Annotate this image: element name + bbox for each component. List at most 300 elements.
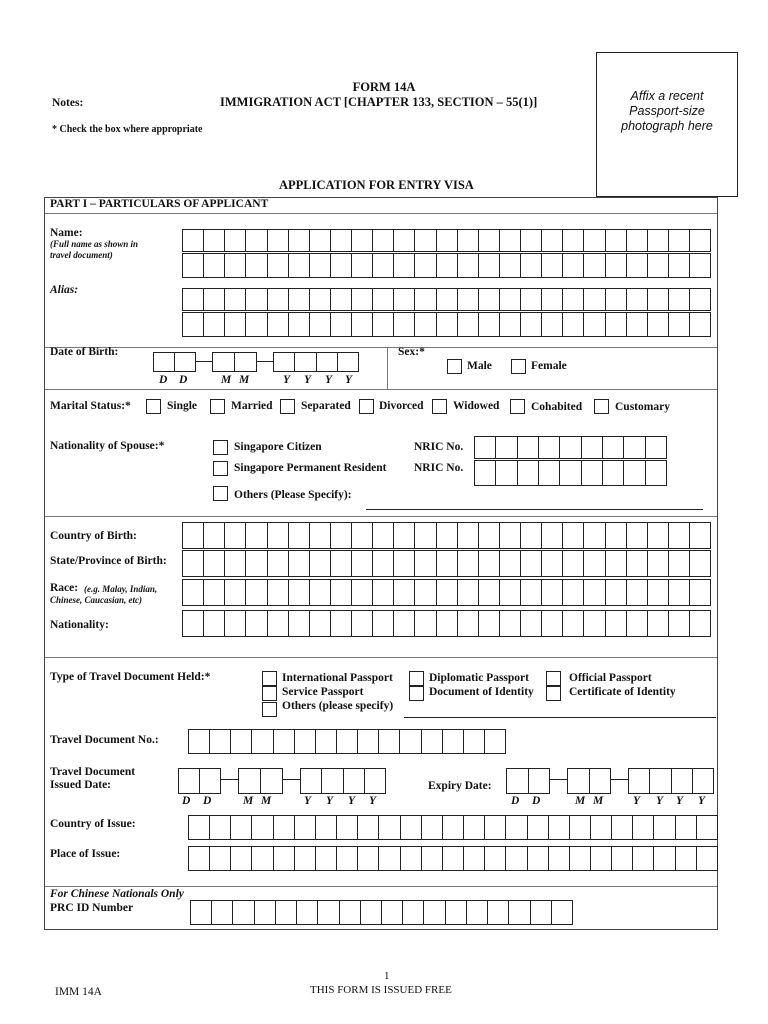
diplomatic-passport-checkbox[interactable] <box>409 671 424 686</box>
char-cell[interactable] <box>246 580 267 605</box>
char-cell[interactable] <box>175 353 195 371</box>
char-cell[interactable] <box>458 313 479 336</box>
char-cell[interactable] <box>648 230 669 251</box>
char-cell[interactable] <box>458 551 479 576</box>
nric-field-2[interactable] <box>474 460 667 486</box>
char-cell[interactable] <box>584 289 605 310</box>
char-cell[interactable] <box>584 551 605 576</box>
char-cell[interactable] <box>518 461 539 485</box>
char-cell[interactable] <box>443 816 464 839</box>
char-cell[interactable] <box>331 289 352 310</box>
char-cell[interactable] <box>500 289 521 310</box>
char-cell[interactable] <box>210 816 231 839</box>
char-cell[interactable] <box>633 816 654 839</box>
char-cell[interactable] <box>676 816 697 839</box>
char-cell[interactable] <box>669 523 690 548</box>
char-cell[interactable] <box>204 254 225 277</box>
char-cell[interactable] <box>458 230 479 251</box>
char-cell[interactable] <box>467 901 488 924</box>
char-cell[interactable] <box>563 313 584 336</box>
char-cell[interactable] <box>424 901 445 924</box>
char-cell[interactable] <box>606 313 627 336</box>
char-cell[interactable] <box>183 611 204 636</box>
char-cell[interactable] <box>654 816 675 839</box>
char-cell[interactable] <box>358 847 379 870</box>
char-cell[interactable] <box>318 901 339 924</box>
char-cell[interactable] <box>331 313 352 336</box>
char-cell[interactable] <box>246 289 267 310</box>
char-cell[interactable] <box>183 580 204 605</box>
char-cell[interactable] <box>289 230 310 251</box>
char-cell[interactable] <box>225 254 246 277</box>
char-cell[interactable] <box>316 847 337 870</box>
race-field[interactable] <box>182 579 711 606</box>
char-cell[interactable] <box>697 847 717 870</box>
char-cell[interactable] <box>591 847 612 870</box>
char-cell[interactable] <box>239 769 261 793</box>
char-cell[interactable] <box>458 254 479 277</box>
char-cell[interactable] <box>183 551 204 576</box>
char-cell[interactable] <box>415 289 436 310</box>
char-cell[interactable] <box>373 551 394 576</box>
prc-id-field[interactable] <box>190 900 573 925</box>
char-cell[interactable] <box>310 289 331 310</box>
char-cell[interactable] <box>268 551 289 576</box>
char-cell[interactable] <box>379 847 400 870</box>
alias-field-line2[interactable] <box>182 312 711 337</box>
char-cell[interactable] <box>317 353 338 371</box>
char-cell[interactable] <box>352 551 373 576</box>
char-cell[interactable] <box>531 901 552 924</box>
char-cell[interactable] <box>542 313 563 336</box>
char-cell[interactable] <box>289 611 310 636</box>
marital-customary-checkbox[interactable] <box>594 399 609 414</box>
spouse-citizen-checkbox[interactable] <box>213 440 228 455</box>
char-cell[interactable] <box>648 313 669 336</box>
alias-field-line1[interactable] <box>182 288 711 311</box>
sex-female-checkbox[interactable] <box>511 359 526 374</box>
char-cell[interactable] <box>415 611 436 636</box>
char-cell[interactable] <box>274 816 295 839</box>
char-cell[interactable] <box>183 289 204 310</box>
char-cell[interactable] <box>246 611 267 636</box>
char-cell[interactable] <box>231 816 252 839</box>
official-passport-checkbox[interactable] <box>546 671 561 686</box>
char-cell[interactable] <box>394 611 415 636</box>
char-cell[interactable] <box>590 769 611 793</box>
char-cell[interactable] <box>690 523 710 548</box>
char-cell[interactable] <box>394 289 415 310</box>
char-cell[interactable] <box>648 611 669 636</box>
char-cell[interactable] <box>446 901 467 924</box>
char-cell[interactable] <box>310 551 331 576</box>
char-cell[interactable] <box>464 730 485 753</box>
char-cell[interactable] <box>542 551 563 576</box>
travel-doc-no-field[interactable] <box>188 729 506 754</box>
char-cell[interactable] <box>352 230 373 251</box>
char-cell[interactable] <box>627 254 648 277</box>
char-cell[interactable] <box>542 230 563 251</box>
char-cell[interactable] <box>669 611 690 636</box>
char-cell[interactable] <box>518 437 539 458</box>
char-cell[interactable] <box>606 289 627 310</box>
char-cell[interactable] <box>496 437 517 458</box>
char-cell[interactable] <box>606 551 627 576</box>
char-cell[interactable] <box>669 551 690 576</box>
char-cell[interactable] <box>358 816 379 839</box>
document-identity-checkbox[interactable] <box>409 686 424 701</box>
char-cell[interactable] <box>204 230 225 251</box>
char-cell[interactable] <box>394 313 415 336</box>
char-cell[interactable] <box>225 313 246 336</box>
char-cell[interactable] <box>584 580 605 605</box>
char-cell[interactable] <box>337 816 358 839</box>
char-cell[interactable] <box>612 847 633 870</box>
char-cell[interactable] <box>373 611 394 636</box>
char-cell[interactable] <box>373 254 394 277</box>
char-cell[interactable] <box>379 816 400 839</box>
char-cell[interactable] <box>310 580 331 605</box>
others-travel-doc-line[interactable] <box>404 717 716 718</box>
char-cell[interactable] <box>479 230 500 251</box>
char-cell[interactable] <box>373 230 394 251</box>
char-cell[interactable] <box>225 611 246 636</box>
char-cell[interactable] <box>629 769 650 793</box>
char-cell[interactable] <box>289 580 310 605</box>
char-cell[interactable] <box>225 230 246 251</box>
char-cell[interactable] <box>690 254 710 277</box>
char-cell[interactable] <box>213 353 235 371</box>
marital-widowed-checkbox[interactable] <box>432 399 447 414</box>
char-cell[interactable] <box>415 523 436 548</box>
char-cell[interactable] <box>340 901 361 924</box>
char-cell[interactable] <box>331 254 352 277</box>
char-cell[interactable] <box>437 523 458 548</box>
char-cell[interactable] <box>584 313 605 336</box>
char-cell[interactable] <box>627 313 648 336</box>
char-cell[interactable] <box>648 523 669 548</box>
char-cell[interactable] <box>268 289 289 310</box>
state-birth-field[interactable] <box>182 550 711 577</box>
char-cell[interactable] <box>584 611 605 636</box>
char-cell[interactable] <box>479 289 500 310</box>
char-cell[interactable] <box>422 730 443 753</box>
char-cell[interactable] <box>382 901 403 924</box>
char-cell[interactable] <box>295 730 316 753</box>
char-cell[interactable] <box>669 580 690 605</box>
name-field-line1[interactable] <box>182 229 711 252</box>
char-cell[interactable] <box>563 580 584 605</box>
char-cell[interactable] <box>400 730 421 753</box>
char-cell[interactable] <box>458 580 479 605</box>
char-cell[interactable] <box>606 254 627 277</box>
char-cell[interactable] <box>415 580 436 605</box>
service-passport-checkbox[interactable] <box>262 686 277 701</box>
char-cell[interactable] <box>373 313 394 336</box>
char-cell[interactable] <box>584 523 605 548</box>
char-cell[interactable] <box>648 254 669 277</box>
char-cell[interactable] <box>268 611 289 636</box>
char-cell[interactable] <box>210 730 231 753</box>
char-cell[interactable] <box>415 313 436 336</box>
issued-day[interactable] <box>178 768 221 794</box>
char-cell[interactable] <box>521 313 542 336</box>
char-cell[interactable] <box>485 847 506 870</box>
char-cell[interactable] <box>539 461 560 485</box>
char-cell[interactable] <box>479 580 500 605</box>
char-cell[interactable] <box>331 523 352 548</box>
char-cell[interactable] <box>582 437 603 458</box>
char-cell[interactable] <box>672 769 693 793</box>
char-cell[interactable] <box>437 230 458 251</box>
char-cell[interactable] <box>352 580 373 605</box>
char-cell[interactable] <box>500 580 521 605</box>
dob-day[interactable] <box>153 352 196 372</box>
char-cell[interactable] <box>316 730 337 753</box>
char-cell[interactable] <box>475 437 496 458</box>
char-cell[interactable] <box>252 847 273 870</box>
char-cell[interactable] <box>403 901 424 924</box>
char-cell[interactable] <box>690 580 710 605</box>
issued-year[interactable] <box>300 768 386 794</box>
char-cell[interactable] <box>394 523 415 548</box>
char-cell[interactable] <box>437 313 458 336</box>
char-cell[interactable] <box>246 551 267 576</box>
char-cell[interactable] <box>568 769 590 793</box>
char-cell[interactable] <box>669 254 690 277</box>
char-cell[interactable] <box>521 254 542 277</box>
char-cell[interactable] <box>179 769 200 793</box>
char-cell[interactable] <box>274 353 295 371</box>
char-cell[interactable] <box>479 523 500 548</box>
char-cell[interactable] <box>289 254 310 277</box>
char-cell[interactable] <box>189 730 210 753</box>
char-cell[interactable] <box>252 730 273 753</box>
char-cell[interactable] <box>690 611 710 636</box>
char-cell[interactable] <box>464 847 485 870</box>
char-cell[interactable] <box>521 611 542 636</box>
char-cell[interactable] <box>204 289 225 310</box>
char-cell[interactable] <box>542 580 563 605</box>
char-cell[interactable] <box>563 230 584 251</box>
char-cell[interactable] <box>627 580 648 605</box>
char-cell[interactable] <box>358 730 379 753</box>
char-cell[interactable] <box>500 313 521 336</box>
char-cell[interactable] <box>200 769 220 793</box>
char-cell[interactable] <box>591 816 612 839</box>
char-cell[interactable] <box>676 847 697 870</box>
country-issue-field[interactable] <box>188 815 718 840</box>
char-cell[interactable] <box>606 580 627 605</box>
spouse-others-checkbox[interactable] <box>213 486 228 501</box>
char-cell[interactable] <box>506 816 527 839</box>
char-cell[interactable] <box>437 289 458 310</box>
char-cell[interactable] <box>437 254 458 277</box>
char-cell[interactable] <box>338 353 358 371</box>
char-cell[interactable] <box>276 901 297 924</box>
char-cell[interactable] <box>183 230 204 251</box>
char-cell[interactable] <box>458 611 479 636</box>
char-cell[interactable] <box>352 523 373 548</box>
expiry-day[interactable] <box>506 768 550 794</box>
char-cell[interactable] <box>500 611 521 636</box>
char-cell[interactable] <box>624 461 645 485</box>
char-cell[interactable] <box>648 551 669 576</box>
char-cell[interactable] <box>204 611 225 636</box>
char-cell[interactable] <box>204 523 225 548</box>
dob-year[interactable] <box>273 352 359 372</box>
char-cell[interactable] <box>521 580 542 605</box>
char-cell[interactable] <box>500 551 521 576</box>
char-cell[interactable] <box>521 289 542 310</box>
char-cell[interactable] <box>500 523 521 548</box>
char-cell[interactable] <box>210 847 231 870</box>
photo-box[interactable] <box>596 52 738 197</box>
char-cell[interactable] <box>560 461 581 485</box>
char-cell[interactable] <box>506 847 527 870</box>
char-cell[interactable] <box>274 730 295 753</box>
char-cell[interactable] <box>246 230 267 251</box>
char-cell[interactable] <box>542 289 563 310</box>
char-cell[interactable] <box>693 769 713 793</box>
char-cell[interactable] <box>500 254 521 277</box>
char-cell[interactable] <box>690 551 710 576</box>
char-cell[interactable] <box>331 580 352 605</box>
char-cell[interactable] <box>352 313 373 336</box>
char-cell[interactable] <box>183 523 204 548</box>
char-cell[interactable] <box>563 254 584 277</box>
char-cell[interactable] <box>235 353 256 371</box>
char-cell[interactable] <box>582 461 603 485</box>
char-cell[interactable] <box>500 230 521 251</box>
char-cell[interactable] <box>274 847 295 870</box>
char-cell[interactable] <box>225 289 246 310</box>
char-cell[interactable] <box>394 230 415 251</box>
char-cell[interactable] <box>584 230 605 251</box>
char-cell[interactable] <box>225 523 246 548</box>
char-cell[interactable] <box>521 230 542 251</box>
marital-single-checkbox[interactable] <box>146 399 161 414</box>
char-cell[interactable] <box>479 551 500 576</box>
char-cell[interactable] <box>584 254 605 277</box>
marital-separated-checkbox[interactable] <box>280 399 295 414</box>
char-cell[interactable] <box>297 901 318 924</box>
nationality-field[interactable] <box>182 610 711 637</box>
char-cell[interactable] <box>690 313 710 336</box>
char-cell[interactable] <box>507 769 529 793</box>
char-cell[interactable] <box>627 230 648 251</box>
nric-field-1[interactable] <box>474 436 667 459</box>
char-cell[interactable] <box>352 289 373 310</box>
char-cell[interactable] <box>401 816 422 839</box>
char-cell[interactable] <box>624 437 645 458</box>
char-cell[interactable] <box>322 769 343 793</box>
char-cell[interactable] <box>401 847 422 870</box>
char-cell[interactable] <box>650 769 671 793</box>
char-cell[interactable] <box>443 847 464 870</box>
char-cell[interactable] <box>570 816 591 839</box>
char-cell[interactable] <box>479 254 500 277</box>
char-cell[interactable] <box>654 847 675 870</box>
char-cell[interactable] <box>437 551 458 576</box>
char-cell[interactable] <box>627 289 648 310</box>
char-cell[interactable] <box>204 313 225 336</box>
char-cell[interactable] <box>539 437 560 458</box>
char-cell[interactable] <box>183 254 204 277</box>
expiry-month[interactable] <box>567 768 611 794</box>
char-cell[interactable] <box>255 901 276 924</box>
char-cell[interactable] <box>231 847 252 870</box>
char-cell[interactable] <box>415 230 436 251</box>
char-cell[interactable] <box>485 816 506 839</box>
char-cell[interactable] <box>542 523 563 548</box>
char-cell[interactable] <box>648 289 669 310</box>
char-cell[interactable] <box>289 289 310 310</box>
char-cell[interactable] <box>295 353 316 371</box>
char-cell[interactable] <box>310 611 331 636</box>
dob-month[interactable] <box>212 352 257 372</box>
char-cell[interactable] <box>394 551 415 576</box>
spouse-pr-checkbox[interactable] <box>213 461 228 476</box>
char-cell[interactable] <box>361 901 382 924</box>
char-cell[interactable] <box>606 230 627 251</box>
char-cell[interactable] <box>212 901 233 924</box>
char-cell[interactable] <box>606 523 627 548</box>
char-cell[interactable] <box>233 901 254 924</box>
char-cell[interactable] <box>485 730 505 753</box>
char-cell[interactable] <box>552 901 572 924</box>
char-cell[interactable] <box>268 230 289 251</box>
certificate-identity-checkbox[interactable] <box>546 686 561 701</box>
char-cell[interactable] <box>669 230 690 251</box>
char-cell[interactable] <box>415 254 436 277</box>
char-cell[interactable] <box>295 847 316 870</box>
char-cell[interactable] <box>189 847 210 870</box>
char-cell[interactable] <box>394 254 415 277</box>
marital-married-checkbox[interactable] <box>210 399 225 414</box>
char-cell[interactable] <box>331 551 352 576</box>
char-cell[interactable] <box>246 313 267 336</box>
char-cell[interactable] <box>464 816 485 839</box>
char-cell[interactable] <box>488 901 509 924</box>
char-cell[interactable] <box>394 580 415 605</box>
char-cell[interactable] <box>542 611 563 636</box>
expiry-year[interactable] <box>628 768 714 794</box>
char-cell[interactable] <box>310 254 331 277</box>
char-cell[interactable] <box>231 730 252 753</box>
char-cell[interactable] <box>344 769 365 793</box>
char-cell[interactable] <box>697 816 717 839</box>
char-cell[interactable] <box>646 461 666 485</box>
char-cell[interactable] <box>246 254 267 277</box>
marital-cohabited-checkbox[interactable] <box>510 399 525 414</box>
char-cell[interactable] <box>337 730 358 753</box>
char-cell[interactable] <box>422 847 443 870</box>
issued-month[interactable] <box>238 768 283 794</box>
char-cell[interactable] <box>337 847 358 870</box>
char-cell[interactable] <box>570 847 591 870</box>
char-cell[interactable] <box>373 580 394 605</box>
char-cell[interactable] <box>458 289 479 310</box>
char-cell[interactable] <box>603 437 624 458</box>
char-cell[interactable] <box>563 289 584 310</box>
char-cell[interactable] <box>261 769 282 793</box>
char-cell[interactable] <box>521 551 542 576</box>
char-cell[interactable] <box>627 523 648 548</box>
char-cell[interactable] <box>183 313 204 336</box>
char-cell[interactable] <box>154 353 175 371</box>
marital-divorced-checkbox[interactable] <box>359 399 374 414</box>
